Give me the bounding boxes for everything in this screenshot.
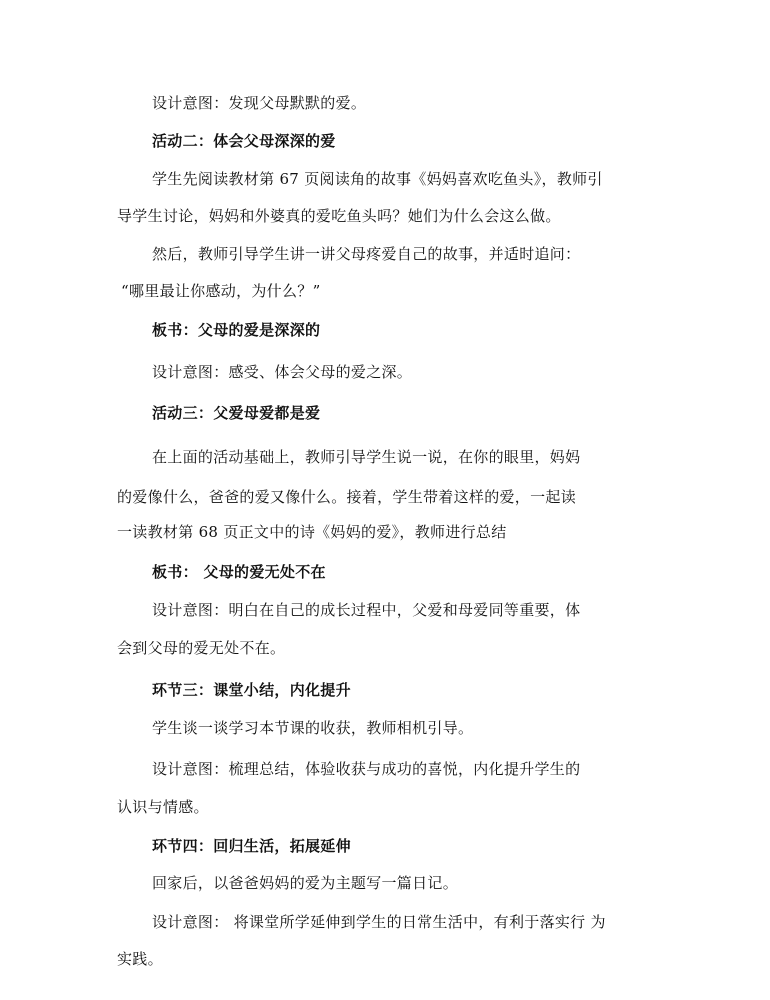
paragraph-line: 学生谈一谈学习本节课的收获，教师相机引导。: [152, 719, 474, 737]
design-intent-line: 设计意图：明白在自己的成长过程中，父爱和母爱同等重要，体: [152, 601, 581, 619]
design-intent-line: 设计意图：梳理总结，体验收获与成功的喜悦，内化提升学生的: [152, 760, 581, 778]
section-three-heading: 环节三：课堂小结，内化提升: [152, 681, 351, 699]
paragraph-line: 回家后，以爸爸妈妈的爱为主题写一篇日记。: [152, 874, 459, 892]
paragraph-line: 实践。: [117, 950, 163, 968]
design-intent-line: 设计意图： 将课堂所学延伸到学生的日常生活中，有利于落实行 为: [152, 913, 606, 931]
blackboard-note: 板书：父母的爱是深深的: [152, 321, 321, 339]
section-four-heading: 环节四：回归生活，拓展延伸: [152, 837, 351, 855]
activity-two-heading: 活动二：体会父母深深的爱: [152, 132, 336, 150]
activity-three-heading: 活动三：父爱母爱都是爱: [152, 404, 321, 422]
paragraph-line: 然后，教师引导学生讲一讲父母疼爱自己的故事，并适时追问：: [152, 245, 581, 263]
paragraph-line: 会到父母的爱无处不在。: [117, 639, 286, 657]
paragraph-line: 导学生讨论，妈妈和外婆真的爱吃鱼头吗？她们为什么会这么做。: [117, 207, 561, 225]
paragraph-line: 的爱像什么，爸爸的爱又像什么。接着，学生带着这样的爱，一起读: [117, 488, 577, 506]
paragraph-line: 在上面的活动基础上，教师引导学生说一说，在你的眼里，妈妈: [152, 448, 581, 466]
paragraph-line: “哪里最让你感动，为什么？”: [121, 282, 321, 300]
paragraph-line: 学生先阅读教材第 67 页阅读角的故事《妈妈喜欢吃鱼头》，教师引: [152, 170, 603, 188]
blackboard-note: 板书： 父母的爱无处不在: [152, 563, 326, 581]
paragraph-line: 认识与情感。: [117, 798, 209, 816]
paragraph-line: 一读教材第 68 页正文中的诗《妈妈的爱》，教师进行总结: [117, 523, 507, 541]
design-intent-line: 设计意图：发现父母默默的爱。: [152, 94, 367, 112]
design-intent-line: 设计意图：感受、体会父母的爱之深。: [152, 363, 413, 381]
